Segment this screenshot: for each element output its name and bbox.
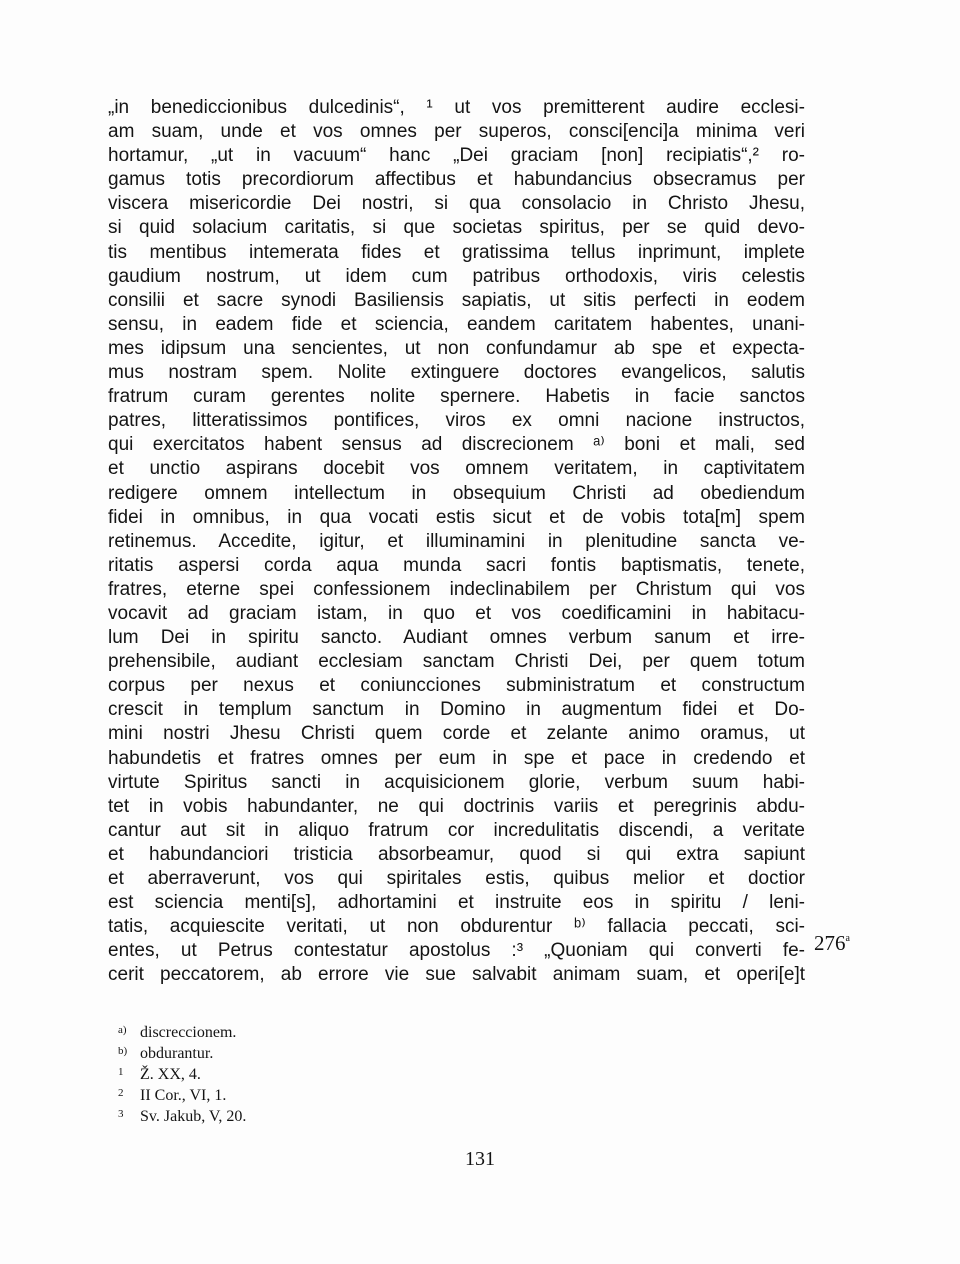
footnote-mark: 2 xyxy=(118,1087,124,1099)
text-line: est sciencia menti[s], adhortamini et instruite eos in spiritu / leni- xyxy=(108,892,805,914)
footnote-text: obdurantur. xyxy=(140,1045,214,1062)
margin-folio-note xyxy=(814,931,850,956)
footnote xyxy=(118,1042,246,1063)
text-line: prehensibile, audiant ecclesiam sanctam Christi Dei, per quem totum xyxy=(108,651,805,673)
text-line: fratres, eterne spei confessionem indeclinabilem per Christum qui vos xyxy=(108,578,805,600)
text-line: crescit in templum sanctum in Domino in augmentum fidei et Do- xyxy=(108,699,805,721)
footnote xyxy=(118,1063,246,1084)
footnote xyxy=(118,1084,246,1105)
text-line: cerit peccatorem, ab errore vie sue salvabit animam suam, et operi[e]t xyxy=(108,964,805,986)
text-line: fratrum curam gerentes nolite spernere. Habetis in facie sanctos xyxy=(108,386,805,408)
text-line: mus nostram spem. Nolite extinguere doctores evangelicos, salutis xyxy=(108,362,805,384)
footnote xyxy=(118,1105,246,1126)
text-line: patres, litteratissimos pontifices, viros ex omni nacione instructos, xyxy=(108,410,805,432)
footnote-mark: b) xyxy=(118,1045,128,1057)
text-line: cantur aut sit in aliquo fratrum cor incredulitatis discendi, a veritate xyxy=(108,819,805,841)
text-line: am suam, unde et vos omnes per superos, consci[enci]a minima veri xyxy=(108,121,805,143)
text-line: tis mentibus intemerata fides et gratissima tellus inprimunt, implete xyxy=(108,241,805,263)
margin-folio-suffix: a xyxy=(845,933,850,944)
text-line: et aberraverunt, vos qui spiritales estis, quibus melior et doctior xyxy=(108,868,805,889)
footnotes xyxy=(118,1021,246,1126)
footnote xyxy=(118,1021,246,1042)
footnote-mark: a) xyxy=(118,1024,127,1036)
text-line: et unctio aspirans docebit vos omnem veritatem, in captivitatem xyxy=(108,458,805,480)
text-line: ritatis aspersi corda aqua munda sacri fontis baptismatis, tenete, xyxy=(108,554,805,576)
text-line: consilii et sacre synodi Basiliensis sapiatis, ut sitis perfecti in eodem xyxy=(108,289,805,311)
text-line: viscera misericordie Dei nostri, si qua consolacio in Christo Jhesu, xyxy=(108,193,805,215)
text-line: et habundanciori tristicia absorbeamur, quod si qui extra sapiunt xyxy=(108,843,805,865)
footnote-text: discreccionem. xyxy=(140,1024,237,1041)
text-line: corpus per nexus et coniuncciones subministratum et constructum xyxy=(108,675,805,697)
text-line: hortamur, „ut in vacuum“ hanc „Dei graciam [non] recipiatis“,² ro- xyxy=(108,145,805,167)
text-line: si quid solacium caritatis, si que societas spiritus, per se quid devo- xyxy=(108,217,805,239)
text-line: mes idipsum una sencientes, ut non confundamur ab spe et expecta- xyxy=(108,337,805,359)
text-line: tet in vobis habundanter, ne qui doctrinis variis et peregrinis abdu- xyxy=(108,795,805,817)
footnote-text: II Cor., VI, 1. xyxy=(140,1087,227,1104)
text-line: virtute Spiritus sancti in acquisicionem glorie, verbum suum habi- xyxy=(108,771,805,793)
text-line: retinemus. Accedite, igitur, et illuminamini in plenitudine sancta ve- xyxy=(108,530,805,552)
text-line: fidei in omnibus, in qua vocati estis sicut et de vobis tota[m] spem xyxy=(108,506,805,528)
footnote-mark: 3 xyxy=(118,1108,124,1120)
text-line: „in benediccionibus dulcedinis“, ¹ ut vos premitterent audire ecclesi- xyxy=(108,97,805,118)
text-line: gamus totis precordiorum affectibus et habundancius obsecramus per xyxy=(108,169,805,191)
text-line: habundetis et fratres omnes per eum in spe et pace in credendo et xyxy=(108,747,805,769)
text-line: entes, ut Petrus contestatur apostolus :³ „Quoniam qui converti fe- xyxy=(108,940,805,962)
text-line: sensu, in eadem fide et sciencia, eandem caritatem habentes, unani- xyxy=(108,313,805,335)
main-text-block xyxy=(108,96,805,987)
text-line: redigere omnem intellectum in obsequium Christi ad obediendum xyxy=(108,482,805,504)
text-line: gaudium nostrum, ut idem cum patribus orthodoxis, viris celestis xyxy=(108,265,805,287)
footnote-text: Ž. XX, 4. xyxy=(140,1066,201,1083)
footnote-mark: 1 xyxy=(118,1066,124,1078)
page-number: 131 xyxy=(465,1148,495,1170)
text-line: tatis, acquiescite veritati, ut non obdurentur ᵇ⁾ fallacia peccati, sci- xyxy=(108,916,805,938)
text-line: qui exercitatos habent sensus ad discrecionem ᵃ⁾ boni et mali, sed xyxy=(108,434,805,456)
margin-folio-number: 276 xyxy=(814,931,846,955)
text-line: vocavit ad graciam istam, in quo et vos coedificamini in habitacu- xyxy=(108,602,805,624)
text-line: mini nostri Jhesu Christi quem corde et zelante animo oramus, ut xyxy=(108,723,805,745)
text-line: lum Dei in spiritu sancto. Audiant omnes verbum sanum et irre- xyxy=(108,627,805,649)
footnote-text: Sv. Jakub, V, 20. xyxy=(140,1108,247,1125)
